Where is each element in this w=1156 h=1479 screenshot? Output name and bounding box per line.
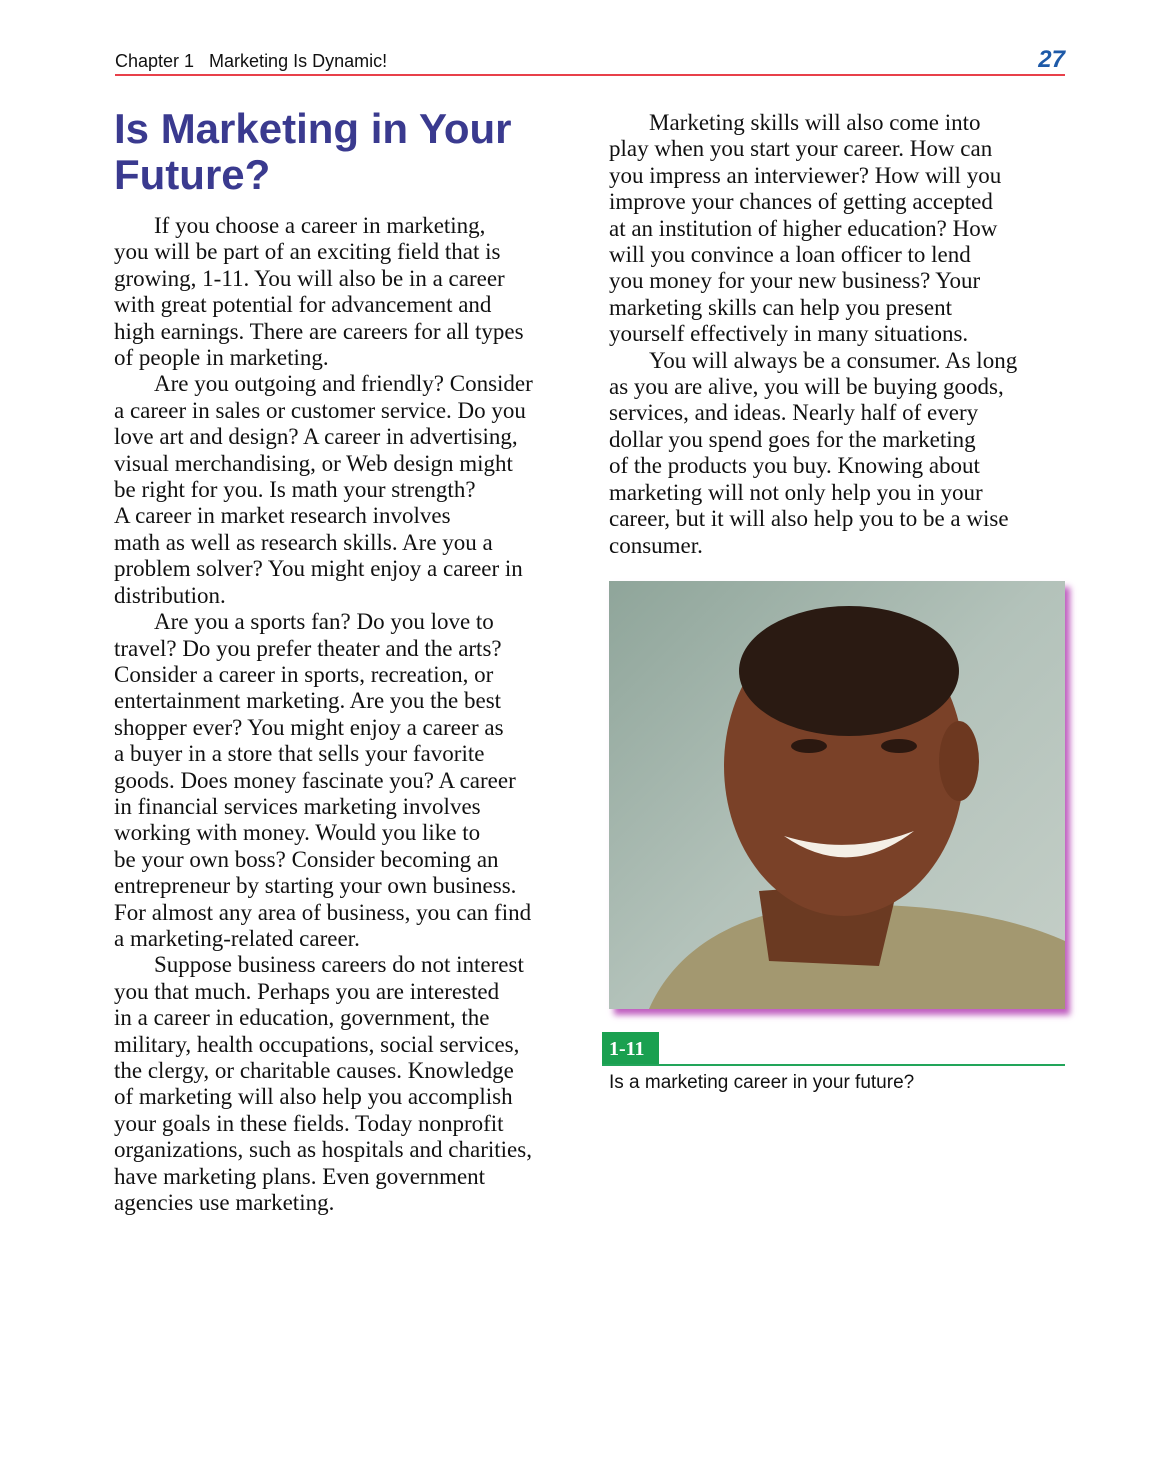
paragraph-line: Marketing skills will also come into (649, 110, 981, 135)
paragraph-line: agencies use marketing. (114, 1190, 335, 1216)
paragraph-line: the clergy, or charitable causes. Knowledge (114, 1058, 514, 1083)
paragraph-line: have marketing plans. Even government (114, 1163, 486, 1189)
paragraph-line: Consider a career in sports, recreation, or (114, 661, 494, 687)
paragraph-line: play when you start your career. How can (609, 136, 993, 162)
paragraph-line: will you convince a loan officer to lend (609, 242, 971, 268)
paragraph-line: math as well as research skills. Are you a (114, 529, 493, 555)
paragraph-line: dollar you spend goes for the marketing (609, 426, 976, 452)
left-column (114, 213, 533, 1216)
paragraph-line: organizations, such as hospitals and charities, (114, 1137, 532, 1163)
chapter-title: Chapter 1 Marketing Is Dynamic! (115, 51, 388, 71)
paragraph-line: your goals in these fields. Today nonprofit (114, 1110, 504, 1136)
paragraph-line: you that much. Perhaps you are interested (114, 978, 500, 1004)
paragraph-line: shopper ever? You might enjoy a career as (114, 714, 504, 740)
paragraph-line: a career in sales or customer service. Do you (114, 397, 526, 423)
right-column (609, 110, 1017, 559)
paragraph-line: you impress an interviewer? How will you (609, 162, 1002, 188)
paragraph-line: travel? Do you prefer theater and the arts? (114, 635, 502, 661)
paragraph-line: in financial services marketing involves (114, 793, 481, 819)
paragraph-line: improve your chances of getting accepted (609, 189, 993, 215)
paragraph-line: Suppose business careers do not interest (154, 952, 524, 978)
paragraph-line: visual merchandising, or Web design might (114, 450, 513, 476)
paragraph-line: Are you outgoing and friendly? Consider (154, 371, 533, 397)
paragraph-line: career, but it will also help you to be a wise (609, 506, 1009, 532)
paragraph-line: as you are alive, you will be buying goods, (609, 374, 1004, 400)
paragraph-line: marketing skills can help you present (609, 294, 953, 320)
paragraph-line: high earnings. There are careers for all types (114, 318, 524, 344)
paragraph-line: working with money. Would you like to (114, 820, 481, 846)
paragraph-line: with great potential for advancement and (114, 292, 492, 318)
paragraph-line: a buyer in a store that sells your favorite (114, 741, 485, 767)
paragraph-line: be your own boss? Consider becoming an (114, 846, 499, 872)
paragraph-line: entrepreneur by starting your own business. (114, 873, 517, 899)
paragraph-line: If you choose a career in marketing, (154, 213, 486, 238)
figure-rule (602, 1064, 1065, 1066)
paragraph-line: growing, 1-11. You will also be in a career (114, 265, 505, 291)
paragraph-line: love art and design? A career in advertising, (114, 424, 518, 450)
paragraph-line: A career in market research involves (114, 503, 451, 529)
paragraph-line: of people in marketing. (114, 345, 329, 371)
figure-label: 1-11 (602, 1032, 659, 1066)
paragraph-line: marketing will not only help you in your (609, 479, 983, 505)
paragraph-line: you money for your new business? Your (609, 268, 981, 294)
paragraph-line: be right for you. Is math your strength? (114, 477, 476, 503)
student-photo (609, 581, 1065, 1009)
paragraph-line: in a career in education, government, the (114, 1005, 490, 1031)
paragraph-line: distribution. (114, 582, 226, 608)
page-number: 27 (1038, 46, 1065, 73)
running-header (115, 46, 1065, 76)
paragraph-line: of the products you buy. Knowing about (609, 453, 980, 479)
paragraph-line: problem solver? You might enjoy a career in (114, 556, 523, 582)
paragraph-line: a marketing-related career. (114, 925, 360, 951)
paragraph-line: consumer. (609, 532, 703, 558)
paragraph-line: For almost any area of business, you can find (114, 899, 532, 925)
paragraph-line: goods. Does money fascinate you? A career (114, 767, 516, 793)
paragraph-line: services, and ideas. Nearly half of every (609, 400, 979, 426)
paragraph-line: at an institution of higher education? How (609, 215, 998, 241)
section-heading: Is Marketing in Your Future? (114, 105, 512, 198)
paragraph-line: of marketing will also help you accomplish (114, 1084, 513, 1110)
paragraph-line: You will always be a consumer. As long (649, 347, 1018, 373)
paragraph-line: military, health occupations, social services, (114, 1031, 520, 1057)
paragraph-line: you will be part of an exciting field that is (114, 239, 501, 265)
figure-caption: Is a marketing career in your future? (609, 1072, 915, 1093)
paragraph-line: yourself effectively in many situations. (609, 321, 969, 347)
paragraph-line: Are you a sports fan? Do you love to (154, 609, 494, 635)
paragraph-line: entertainment marketing. Are you the best (114, 688, 502, 714)
